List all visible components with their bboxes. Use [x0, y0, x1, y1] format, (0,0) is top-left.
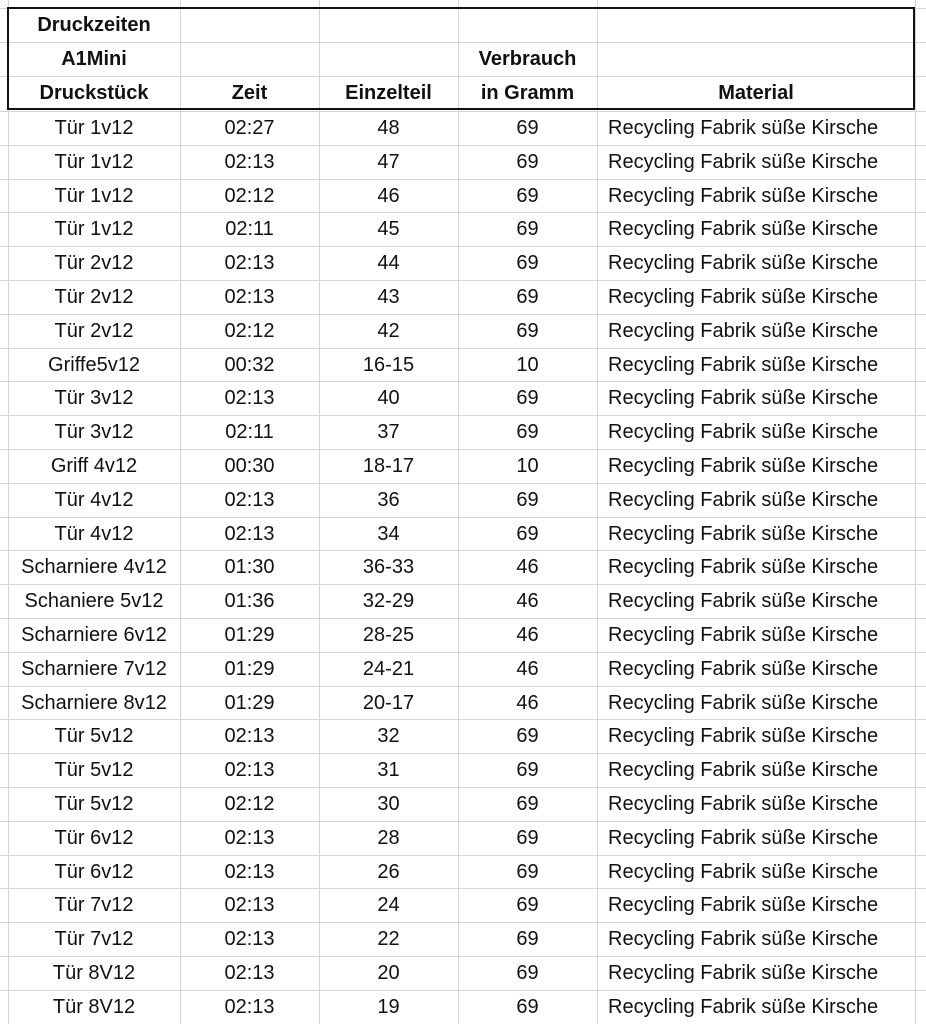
cell-einzelteil[interactable]: 20-17 — [362, 692, 415, 714]
header-cell-in-gramm[interactable]: in Gramm — [480, 82, 575, 104]
cell-verbrauch[interactable]: 69 — [516, 421, 539, 443]
cell-druckstueck[interactable]: Griff 4v12 — [50, 455, 138, 477]
cell-material[interactable]: Recycling Fabrik süße Kirsche — [608, 861, 879, 883]
cell-material[interactable]: Recycling Fabrik süße Kirsche — [608, 354, 879, 376]
cell-einzelteil[interactable]: 34 — [377, 523, 400, 545]
cell-verbrauch[interactable]: 69 — [516, 861, 539, 883]
cell-zeit[interactable]: 01:29 — [224, 624, 275, 646]
cell-einzelteil[interactable]: 43 — [377, 286, 400, 308]
cell-druckstueck[interactable]: Tür 3v12 — [54, 387, 134, 409]
cell-druckstueck[interactable]: Tür 1v12 — [54, 151, 134, 173]
cell-einzelteil[interactable]: 28 — [377, 827, 400, 849]
cell-einzelteil[interactable]: 24 — [377, 894, 400, 916]
cell-einzelteil[interactable]: 16-15 — [362, 354, 415, 376]
cell-verbrauch[interactable]: 69 — [516, 218, 539, 240]
cell-material[interactable]: Recycling Fabrik süße Kirsche — [608, 624, 879, 646]
cell-material[interactable]: Recycling Fabrik süße Kirsche — [608, 252, 879, 274]
column-gridline — [597, 0, 598, 1024]
cell-einzelteil[interactable]: 32 — [377, 725, 400, 747]
header-cell-empty[interactable] — [180, 42, 319, 76]
cell-einzelteil[interactable]: 48 — [377, 117, 400, 139]
header-cell-empty[interactable] — [180, 8, 319, 42]
cell-verbrauch[interactable]: 69 — [516, 996, 539, 1018]
cell-einzelteil[interactable]: 31 — [377, 759, 400, 781]
cell-druckstueck[interactable]: Tür 1v12 — [54, 218, 134, 240]
header-cell-druckstueck[interactable]: Druckstück — [39, 82, 149, 104]
cell-verbrauch[interactable]: 46 — [516, 692, 539, 714]
cell-material[interactable]: Recycling Fabrik süße Kirsche — [608, 962, 879, 984]
cell-einzelteil[interactable]: 18-17 — [362, 455, 415, 477]
cell-zeit[interactable]: 02:13 — [224, 996, 275, 1018]
cell-einzelteil[interactable]: 47 — [377, 151, 400, 173]
cell-material[interactable]: Recycling Fabrik süße Kirsche — [608, 185, 879, 207]
cell-zeit[interactable]: 01:29 — [224, 692, 275, 714]
cell-verbrauch[interactable]: 69 — [516, 928, 539, 950]
cell-einzelteil[interactable]: 36 — [377, 489, 400, 511]
cell-druckstueck[interactable]: Tür 8V12 — [52, 996, 136, 1018]
cell-druckstueck[interactable]: Griffe5v12 — [48, 354, 140, 376]
cell-zeit[interactable]: 02:11 — [225, 421, 274, 443]
cell-einzelteil[interactable]: 19 — [377, 996, 400, 1018]
header-cell-empty[interactable] — [597, 42, 915, 76]
cell-druckstueck[interactable]: Tür 1v12 — [54, 117, 134, 139]
cell-verbrauch[interactable]: 10 — [516, 354, 539, 376]
header-cell-verbrauch[interactable]: Verbrauch — [478, 48, 577, 70]
cell-einzelteil[interactable]: 26 — [377, 861, 400, 883]
cell-zeit[interactable]: 02:12 — [224, 320, 275, 342]
cell-druckstueck[interactable]: Schaniere 5v12 — [24, 590, 164, 612]
cell-verbrauch[interactable]: 69 — [516, 117, 539, 139]
cell-zeit[interactable]: 02:13 — [224, 151, 275, 173]
cell-verbrauch[interactable]: 69 — [516, 286, 539, 308]
cell-material[interactable]: Recycling Fabrik süße Kirsche — [608, 590, 879, 612]
cell-material[interactable]: Recycling Fabrik süße Kirsche — [608, 759, 879, 781]
cell-verbrauch[interactable]: 46 — [516, 556, 539, 578]
cell-druckstueck[interactable]: Tür 4v12 — [54, 489, 134, 511]
cell-einzelteil[interactable]: 37 — [377, 421, 400, 443]
cell-verbrauch[interactable]: 69 — [516, 725, 539, 747]
cell-verbrauch[interactable]: 46 — [516, 624, 539, 646]
cell-zeit[interactable]: 02:13 — [224, 827, 275, 849]
cell-einzelteil[interactable]: 20 — [377, 962, 400, 984]
cell-druckstueck[interactable]: Tür 6v12 — [54, 827, 134, 849]
cell-einzelteil[interactable]: 40 — [377, 387, 400, 409]
cell-material[interactable]: Recycling Fabrik süße Kirsche — [608, 658, 879, 680]
cell-material[interactable]: Recycling Fabrik süße Kirsche — [608, 489, 879, 511]
cell-zeit[interactable]: 02:13 — [224, 962, 275, 984]
cell-zeit[interactable]: 02:12 — [224, 185, 275, 207]
cell-material[interactable]: Recycling Fabrik süße Kirsche — [608, 725, 879, 747]
cell-einzelteil[interactable]: 30 — [377, 793, 400, 815]
cell-einzelteil[interactable]: 28-25 — [362, 624, 415, 646]
header-cell-empty[interactable] — [319, 42, 458, 76]
cell-druckstueck[interactable]: Tür 3v12 — [54, 421, 134, 443]
cell-zeit[interactable]: 02:13 — [224, 489, 275, 511]
cell-material[interactable]: Recycling Fabrik süße Kirsche — [608, 692, 879, 714]
cell-material[interactable]: Recycling Fabrik süße Kirsche — [608, 523, 879, 545]
cell-verbrauch[interactable]: 10 — [516, 455, 539, 477]
cell-zeit[interactable]: 02:13 — [224, 286, 275, 308]
cell-material[interactable]: Recycling Fabrik süße Kirsche — [608, 827, 879, 849]
cell-zeit[interactable]: 02:13 — [224, 861, 275, 883]
cell-einzelteil[interactable]: 45 — [377, 218, 400, 240]
header-cell-einzelteil[interactable]: Einzelteil — [345, 82, 432, 104]
header-cell-druckzeiten[interactable]: Druckzeiten — [37, 14, 151, 36]
cell-material[interactable]: Recycling Fabrik süße Kirsche — [608, 556, 879, 578]
cell-zeit[interactable]: 01:29 — [224, 658, 275, 680]
cell-zeit[interactable]: 00:30 — [224, 455, 275, 477]
cell-zeit[interactable]: 02:13 — [224, 387, 275, 409]
cell-zeit[interactable]: 02:13 — [224, 894, 275, 916]
cell-material[interactable]: Recycling Fabrik süße Kirsche — [608, 151, 879, 173]
cell-material[interactable]: Recycling Fabrik süße Kirsche — [608, 218, 879, 240]
cell-druckstueck[interactable]: Tür 2v12 — [54, 320, 134, 342]
header-cell-empty[interactable] — [458, 8, 597, 42]
cell-zeit[interactable]: 02:13 — [224, 725, 275, 747]
header-cell-zeit[interactable]: Zeit — [231, 82, 268, 104]
cell-einzelteil[interactable]: 22 — [377, 928, 400, 950]
cell-druckstueck[interactable]: Scharniere 6v12 — [21, 624, 167, 646]
cell-einzelteil[interactable]: 44 — [377, 252, 400, 274]
cell-druckstueck[interactable]: Tür 6v12 — [54, 861, 134, 883]
cell-verbrauch[interactable]: 46 — [516, 658, 539, 680]
cell-druckstueck[interactable]: Tür 5v12 — [54, 759, 134, 781]
header-cell-a1mini[interactable]: A1Mini — [61, 48, 127, 70]
cell-verbrauch[interactable]: 69 — [516, 894, 539, 916]
cell-material[interactable]: Recycling Fabrik süße Kirsche — [608, 455, 879, 477]
cell-einzelteil[interactable]: 24-21 — [362, 658, 415, 680]
cell-material[interactable]: Recycling Fabrik süße Kirsche — [608, 286, 879, 308]
cell-druckstueck[interactable]: Tür 5v12 — [54, 725, 134, 747]
cell-zeit[interactable]: 02:12 — [224, 793, 275, 815]
cell-material[interactable]: Recycling Fabrik süße Kirsche — [608, 928, 879, 950]
cell-zeit[interactable]: 02:13 — [224, 523, 275, 545]
cell-einzelteil[interactable]: 36-33 — [362, 556, 415, 578]
header-cell-empty[interactable] — [597, 8, 915, 42]
cell-druckstueck[interactable]: Tür 7v12 — [54, 928, 134, 950]
cell-verbrauch[interactable]: 69 — [516, 185, 539, 207]
cell-verbrauch[interactable]: 69 — [516, 793, 539, 815]
cell-material[interactable]: Recycling Fabrik süße Kirsche — [608, 894, 879, 916]
cell-zeit[interactable]: 02:13 — [224, 759, 275, 781]
cell-zeit[interactable]: 01:30 — [224, 556, 275, 578]
cell-verbrauch[interactable]: 69 — [516, 387, 539, 409]
cell-verbrauch[interactable]: 69 — [516, 523, 539, 545]
cell-zeit[interactable]: 00:32 — [224, 354, 275, 376]
cell-material[interactable]: Recycling Fabrik süße Kirsche — [608, 793, 879, 815]
cell-verbrauch[interactable]: 69 — [516, 252, 539, 274]
cell-verbrauch[interactable]: 46 — [516, 590, 539, 612]
cell-zeit[interactable]: 02:13 — [224, 252, 275, 274]
cell-einzelteil[interactable]: 46 — [377, 185, 400, 207]
cell-verbrauch[interactable]: 69 — [516, 320, 539, 342]
cell-einzelteil[interactable]: 42 — [377, 320, 400, 342]
cell-druckstueck[interactable]: Tür 7v12 — [54, 894, 134, 916]
cell-zeit[interactable]: 01:36 — [224, 590, 275, 612]
cell-material[interactable]: Recycling Fabrik süße Kirsche — [608, 387, 879, 409]
cell-verbrauch[interactable]: 69 — [516, 489, 539, 511]
cell-druckstueck[interactable]: Tür 1v12 — [54, 185, 134, 207]
cell-verbrauch[interactable]: 69 — [516, 827, 539, 849]
cell-zeit[interactable]: 02:27 — [224, 117, 275, 139]
cell-druckstueck[interactable]: Tür 2v12 — [54, 286, 134, 308]
cell-druckstueck[interactable]: Tür 2v12 — [54, 252, 134, 274]
cell-druckstueck[interactable]: Tür 4v12 — [54, 523, 134, 545]
header-cell-material[interactable]: Material — [718, 82, 794, 104]
cell-verbrauch[interactable]: 69 — [516, 151, 539, 173]
cell-einzelteil[interactable]: 32-29 — [362, 590, 415, 612]
cell-druckstueck[interactable]: Scharniere 7v12 — [21, 658, 167, 680]
cell-material[interactable]: Recycling Fabrik süße Kirsche — [608, 996, 879, 1018]
cell-druckstueck[interactable]: Scharniere 4v12 — [21, 556, 167, 578]
cell-verbrauch[interactable]: 69 — [516, 962, 539, 984]
cell-druckstueck[interactable]: Tür 5v12 — [54, 793, 134, 815]
cell-druckstueck[interactable]: Scharniere 8v12 — [21, 692, 167, 714]
cell-verbrauch[interactable]: 69 — [516, 759, 539, 781]
cell-zeit[interactable]: 02:13 — [224, 928, 275, 950]
header-cell-empty[interactable] — [319, 8, 458, 42]
cell-material[interactable]: Recycling Fabrik süße Kirsche — [608, 421, 879, 443]
cell-material[interactable]: Recycling Fabrik süße Kirsche — [608, 320, 879, 342]
cell-material[interactable]: Recycling Fabrik süße Kirsche — [608, 117, 879, 139]
cell-zeit[interactable]: 02:11 — [225, 218, 274, 240]
cell-druckstueck[interactable]: Tür 8V12 — [52, 962, 136, 984]
